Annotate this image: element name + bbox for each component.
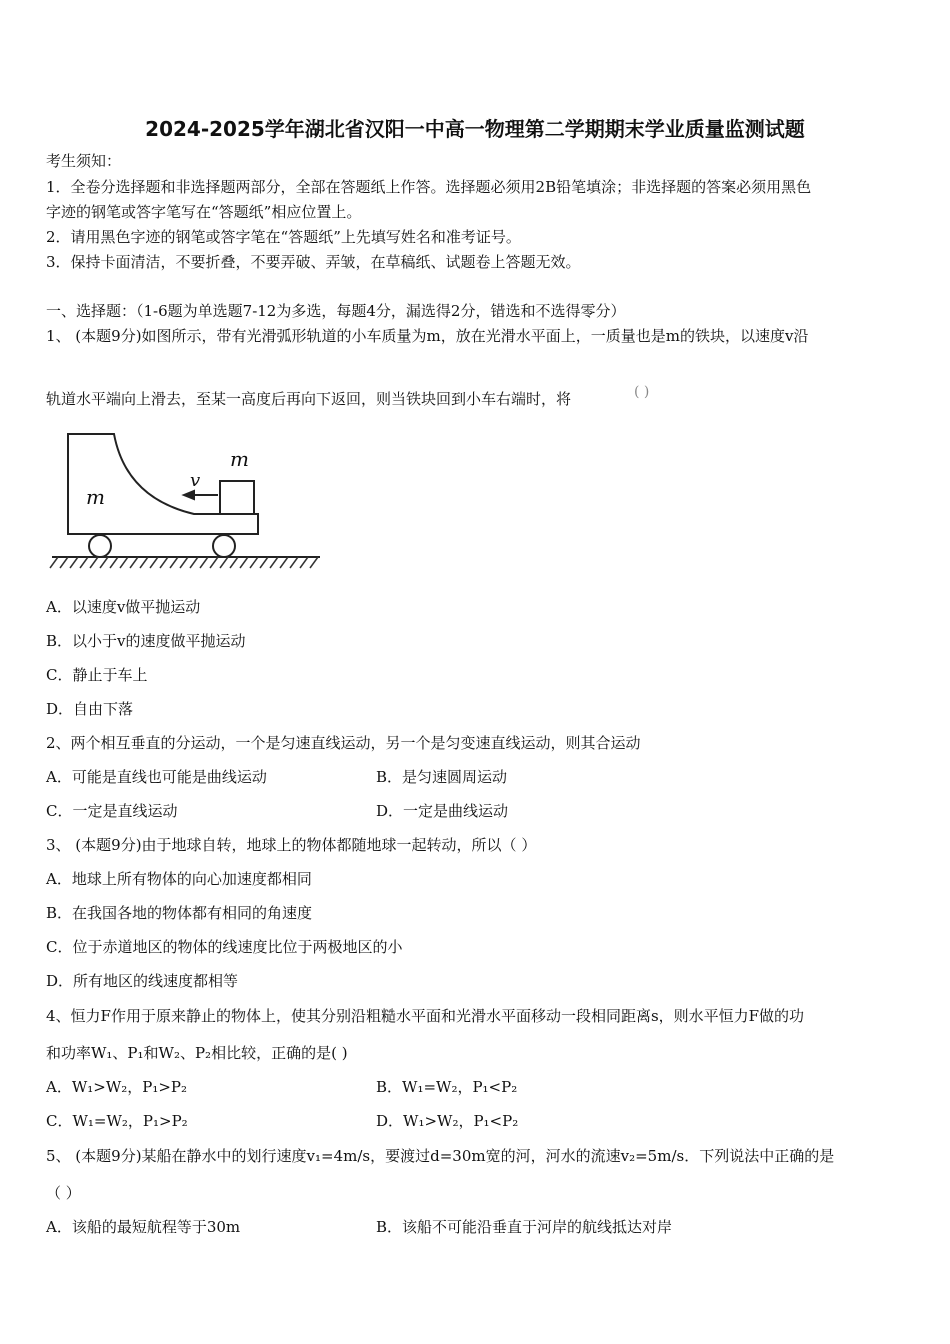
q1-answer-paren: ( ) [634, 384, 650, 400]
notice-item-1a: 1．全卷分选择题和非选择题两部分，全部在答题纸上作答。选择题必须用2B铅笔填涂；非选择题的答案必须用黑色 [46, 178, 812, 196]
label-velocity: v [190, 470, 201, 491]
q3-option-b: B．在我国各地的物体都有相同的角速度 [46, 904, 313, 922]
notice-item-3: 3．保持卡面清洁，不要折叠，不要弄破、弄皱，在草稿纸、试题卷上答题无效。 [46, 253, 581, 271]
q3-option-a: A．地球上所有物体的向心加速度都相同 [46, 870, 312, 888]
q1-stem-line1: 1、 (本题9分)如图所示，带有光滑弧形轨道的小车质量为m，放在光滑水平面上，一质量也是m的铁块，以速度v沿 [46, 327, 809, 345]
label-cart-mass: m [86, 485, 105, 509]
wheel-right [213, 535, 235, 557]
q4-stem-line2: 和功率W₁、P₁和W₂、P₂相比较，正确的是( ) [46, 1044, 348, 1062]
section-heading: 一、选择题：（1-6题为单选题7-12为多选，每题4分，漏选得2分，错选和不选得零分） [46, 302, 626, 320]
q1-stem-line2: 轨道水平端向上滑去，至某一高度后再向下返回，则当铁块回到小车右端时，将 [46, 390, 572, 408]
ground-hatching [50, 557, 318, 568]
notice-heading: 考生须知： [46, 152, 122, 170]
q2-option-c: C．一定是直线运动 [46, 802, 178, 820]
q3-stem: 3、 (本题9分)由于地球自转，地球上的物体都随地球一起转动，所以（ ） [46, 836, 537, 854]
q1-option-a: A．以速度v做平抛运动 [46, 598, 201, 616]
q1-option-d: D．自由下落 [46, 700, 134, 718]
q3-option-d: D．所有地区的线速度都相等 [46, 972, 239, 990]
q4-option-c: C．W₁=W₂，P₁>P₂ [46, 1112, 188, 1130]
q5-option-a: A．该船的最短航程等于30m [46, 1218, 241, 1236]
q5-stem-line1: 5、 (本题9分)某船在静水中的划行速度v₁=4m/s，要渡过d=30m宽的河，河水的流速v₂=5m/s．下列说法中正确的是 [46, 1147, 835, 1165]
q3-option-c: C．位于赤道地区的物体的线速度比位于两极地区的小 [46, 938, 403, 956]
q5-stem-line2: （ ） [46, 1184, 81, 1202]
notice-item-1b: 字迹的钢笔或答字笔写在“答题纸”相应位置上。 [46, 203, 362, 221]
notice-item-2: 2．请用黑色字迹的钢笔或答字笔在“答题纸”上先填写姓名和准考证号。 [46, 228, 521, 246]
q2-stem: 2、两个相互垂直的分运动，一个是匀速直线运动，另一个是匀变速直线运动，则其合运动 [46, 734, 641, 752]
wheel-left [89, 535, 111, 557]
q2-option-d: D．一定是曲线运动 [376, 802, 509, 820]
label-block-mass: m [230, 447, 249, 471]
q4-option-b: B．W₁=W₂，P₁<P₂ [376, 1078, 518, 1096]
q2-option-b: B．是匀速圆周运动 [376, 768, 508, 786]
q4-option-a: A．W₁>W₂，P₁>P₂ [46, 1078, 188, 1096]
q1-option-b: B．以小于v的速度做平抛运动 [46, 632, 246, 650]
iron-block [220, 481, 254, 514]
q2-option-a: A．可能是直线也可能是曲线运动 [46, 768, 267, 786]
q4-option-d: D．W₁>W₂，P₁<P₂ [376, 1112, 519, 1130]
q1-option-c: C．静止于车上 [46, 666, 148, 684]
velocity-arrow [184, 491, 218, 499]
q5-option-b: B．该船不可能沿垂直于河岸的航线抵达对岸 [376, 1218, 673, 1236]
q4-stem-line1: 4、恒力F作用于原来静止的物体上，使其分别沿粗糙水平面和光滑水平面移动一段相同距离s，则水平恒力F做的功 [46, 1007, 805, 1025]
page-title: 2024-2025学年湖北省汉阳一中高一物理第二学期期末学业质量监测试题 [145, 117, 805, 141]
cart-diagram [44, 426, 324, 576]
